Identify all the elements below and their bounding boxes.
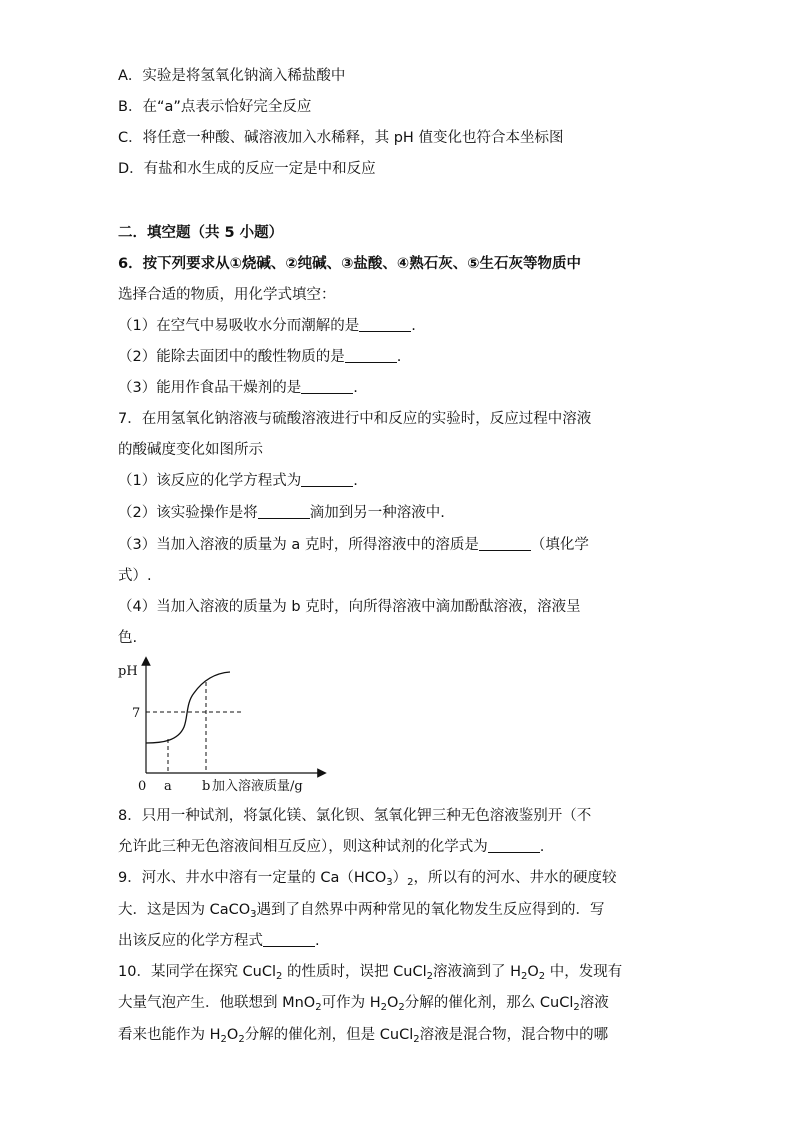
q10-l3d: 溶液是混合物，混合物中的哪 xyxy=(419,1027,609,1043)
q10-l1a: 10．某同学在探究 CuCl xyxy=(118,964,277,980)
option-a: A．实验是将氢氧化钠滴入稀盐酸中 xyxy=(118,68,346,84)
q8-line1: 8．只用一种试剂，将氯化镁、氯化钡、氢氧化钾三种无色溶液鉴别开（不 xyxy=(118,808,592,824)
q6-part2 xyxy=(118,347,401,367)
q10-l1d: O xyxy=(527,964,539,980)
q9-line3 xyxy=(118,931,320,951)
sub: 2 xyxy=(315,1002,322,1013)
sub: 2 xyxy=(238,1034,245,1045)
sub: 2 xyxy=(276,971,283,982)
q7-part2-text: （2）该实验操作是将 xyxy=(118,505,258,521)
q7-part1 xyxy=(118,471,358,491)
sub: 2 xyxy=(398,1002,405,1013)
q8-line2 xyxy=(118,837,544,857)
q10-l1b: 的性质时，误把 CuCl xyxy=(282,964,427,980)
x-tick-a: a xyxy=(164,779,172,794)
answer-blank[interactable] xyxy=(301,379,353,394)
q10-l3a: 看来也能作为 H xyxy=(118,1027,221,1043)
q10-line1 xyxy=(118,962,622,982)
q10-l2a: 大量气泡产生．他联想到 MnO xyxy=(118,995,316,1011)
q7-line2: 的酸碱度变化如图所示 xyxy=(118,442,263,458)
sub: 2 xyxy=(520,971,528,982)
q9-line1 xyxy=(118,868,617,888)
sub: 2 xyxy=(426,971,433,982)
q9-l2b: 遇到了自然界中两种常见的氧化物发生反应得到的．写 xyxy=(256,902,605,918)
answer-blank[interactable] xyxy=(488,838,540,853)
q7-part3-tail: （填化学 xyxy=(530,537,589,553)
q10-l2d: 分解的催化剂，那么 CuCl xyxy=(404,995,574,1011)
q7-part3-cont: 式）. xyxy=(118,568,152,584)
q7-part3 xyxy=(118,535,589,555)
option-c: C．将任意一种酸、碱溶液加入水稀释，其 pH 值变化也符合本坐标图 xyxy=(118,130,564,146)
q7-part3-text: （3）当加入溶液的质量为 a 克时，所得溶液中的溶质是 xyxy=(118,537,479,553)
q9-l1c: ，所以有的河水、井水的硬度较 xyxy=(413,870,617,886)
q9-line3-text: 出该反应的化学方程式 xyxy=(118,933,263,949)
q10-l2e: 溶液 xyxy=(579,995,609,1011)
sub: 2 xyxy=(380,1002,387,1013)
sub: 2 xyxy=(538,971,546,982)
answer-blank[interactable] xyxy=(263,932,315,947)
sub: 2 xyxy=(220,1034,227,1045)
q7-part2 xyxy=(118,503,445,523)
section-title: 二．填空题（共 5 小题） xyxy=(118,225,284,241)
y-axis-label: pH xyxy=(118,664,138,679)
q10-l2c: O xyxy=(387,995,399,1011)
x-tick-b: b xyxy=(202,779,211,794)
q10-line3 xyxy=(118,1025,608,1045)
q9-line2 xyxy=(118,900,605,920)
q10-l1c: 溶液滴到了 H xyxy=(432,964,521,980)
q6-part3 xyxy=(118,378,358,398)
q7-part1-text: （1）该反应的化学方程式为 xyxy=(118,473,302,489)
option-d: D．有盐和水生成的反应一定是中和反应 xyxy=(118,161,376,177)
q6-line1 xyxy=(118,254,581,274)
q6-part1-text: （1）在空气中易吸收水分而潮解的是 xyxy=(118,318,360,334)
q9-sub3b: 3 xyxy=(250,909,257,920)
answer-blank[interactable] xyxy=(345,348,397,363)
q6-part3-text: （3）能用作食品干燥剂的是 xyxy=(118,380,302,396)
answer-blank[interactable] xyxy=(258,504,310,519)
q10-l3b: O xyxy=(226,1027,239,1043)
sub: 2 xyxy=(573,1002,580,1013)
q8-dot: . xyxy=(539,839,545,855)
q6-part3-dot: . xyxy=(353,380,358,396)
q6-line2: 选择合适的物质，用化学式填空： xyxy=(118,287,336,303)
q9-sub3: 3 xyxy=(386,877,393,888)
q10-line2 xyxy=(118,993,609,1013)
q10-l2b: 可作为 H xyxy=(321,995,381,1011)
q6-part1 xyxy=(118,316,416,336)
q6-part2-text: （2）能除去面团中的酸性物质的是 xyxy=(118,349,345,365)
ph-chart xyxy=(112,655,332,795)
q9-sub2: 2 xyxy=(407,877,414,888)
q6-stem: 6．按下列要求从①烧碱、②纯碱、③盐酸、④熟石灰、⑤生石灰等物质中 xyxy=(118,256,581,272)
y-tick-7: 7 xyxy=(132,706,141,721)
sub: 2 xyxy=(413,1034,420,1045)
x-axis-label: 加入溶液质量/g xyxy=(212,779,303,794)
q7-part2-tail: 滴加到另一种溶液中. xyxy=(309,505,445,521)
q7-part4-cont: 色. xyxy=(118,630,138,646)
q9-dot: . xyxy=(315,933,320,949)
option-b: B．在“a”点表示恰好完全反应 xyxy=(118,99,312,115)
answer-blank[interactable] xyxy=(359,317,411,332)
x-tick-0: 0 xyxy=(138,779,147,794)
q6-part2-dot: . xyxy=(396,349,402,365)
q9-l1a: 9．河水、井水中溶有一定量的 Ca（HCO xyxy=(118,870,387,886)
q10-l1e: 中，发现有 xyxy=(545,964,623,980)
q8-line2-text: 允许此三种无色溶液间相互反应），则这种试剂的化学式为 xyxy=(118,839,488,855)
q7-line1: 7．在用氢氧化钠溶液与硫酸溶液进行中和反应的实验时，反应过程中溶液 xyxy=(118,411,592,427)
answer-blank[interactable] xyxy=(479,536,531,551)
answer-blank[interactable] xyxy=(301,472,353,487)
q9-l1b: ） xyxy=(392,870,408,886)
q6-part1-dot: . xyxy=(411,318,416,334)
q9-l2a: 大．这是因为 CaCO xyxy=(118,902,251,918)
q7-part1-dot: . xyxy=(353,473,358,489)
q10-l3c: 分解的催化剂，但是 CuCl xyxy=(244,1027,414,1043)
q7-part4: （4）当加入溶液的质量为 b 克时，向所得溶液中滴加酚酞溶液，溶液呈 xyxy=(118,599,581,615)
ph-curve xyxy=(146,672,230,743)
